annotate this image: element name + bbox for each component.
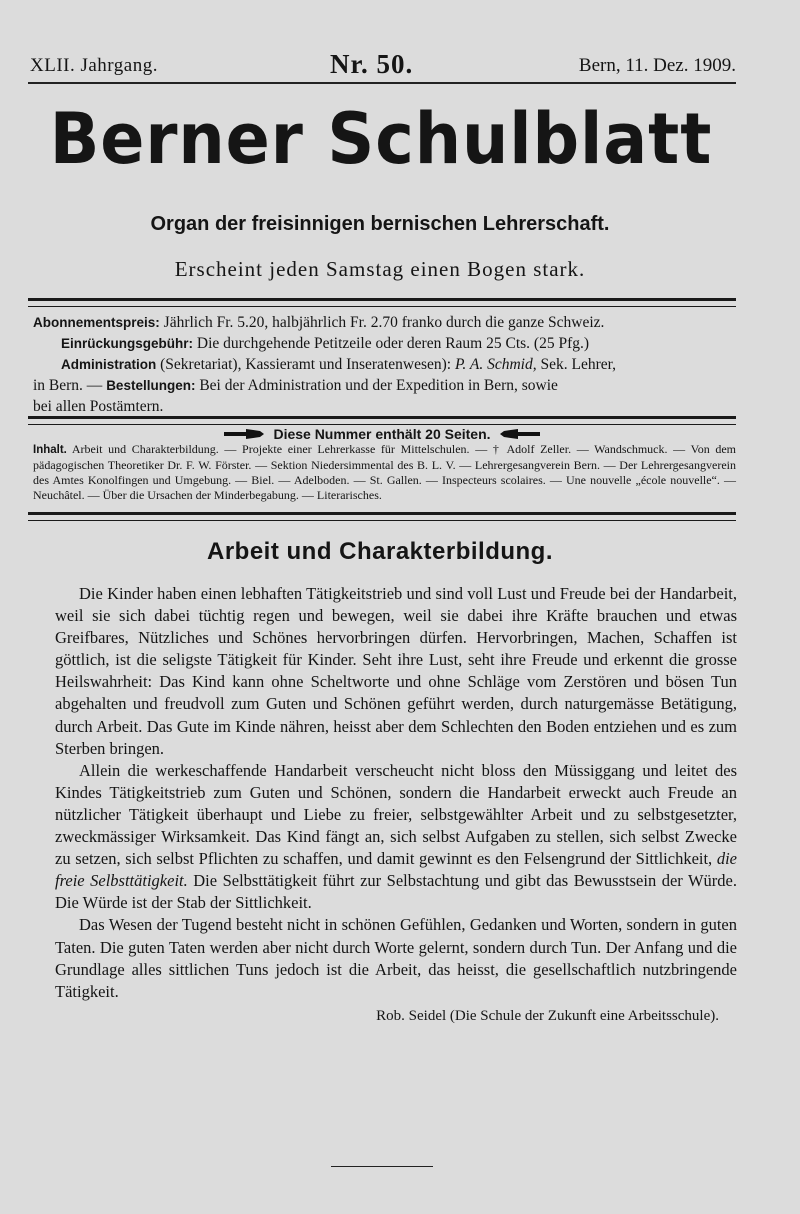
subscription-text: Jährlich Fr. 5.20, halbjährlich Fr. 2.70 franko durch die ganze Schweiz. [159,314,605,331]
orders-line [33,375,737,396]
header-rule [28,82,736,84]
subscription-line [33,312,737,333]
article-body [55,583,737,1027]
masthead-subtitle: Organ der freisinnigen bernischen Lehrerschaft. [150,213,610,235]
insertion-line [33,333,737,354]
administration-text-2: Sek. Lehrer, [536,356,617,373]
contents-text: Arbeit und Charakterbildung. — Projekte einer Lehrerkasse für Mittelschulen. — † Adolf Zeller. — Wandschmuck. — Von dem pädagogischen Theoretiker Dr. F. W. Förster. — Sektion Niedersimmental des B. L. V. — Lehrergesangverein Bern. — Der Lehrergesangverein des Amtes Konolfingen und Umgebung. — Biel. — Adelboden. — St. Gallen. — Inspecteurs scolaires. — Une nouvelle „école nouvelle“. — Neuchâtel. — Über die Ursachen der Minderbegabung. — Literarisches. [33,442,736,502]
pointing-hand-right-icon [224,427,264,443]
administrator-name: P. A. Schmid, [454,356,537,373]
article-paragraph-3: Das Wesen der Tugend besteht nicht in schönen Gefühlen, Gedanken und Worten, sondern in guten Taten. Die guten Taten werden aber nicht durch Worte gelernt, sondern durch Tun. Der Anfang und die Grundlage alles sittlichen Tuns jedoch ist die Arbeit, das heisst, die gesellschaftlich nutzbringende Tätigkeit. [55,915,737,1001]
masthead-title: Berner Schulblatt [49,98,713,180]
issue-header [30,49,736,81]
table-of-contents [33,442,736,503]
article-paragraph-1: Die Kinder haben einen lebhaften Tätigkeitstrieb und sind voll Lust und Freude bei der Handarbeit, weil sie sich dabei tüchtig regen und bewegen, weil sie dabei ihre Kräfte brauchen und etwas Greifbares, Nützliches und Schönes hervorbringen dürfen. Hervorbringen, Machen, Schaffen ist göttlich, ist die seligste Tätigkeit für Kinder. Seht ihre Lust, seht ihre Freude und erkennt die grosse Heilswahrheit: Das Kind kann ohne Scheltworte und ohne Schläge vom Zerstören und bösen Tun abgehalten und freudvoll zum Guten und Schönen geführt werden, durch naturgemässe Betätigung, durch Arbeit. Das Gute im Kinde nähren, heisst aber dem Schlechten den Boden entziehen und es zum Sterben bringen. [55,584,737,758]
administration-line [33,354,737,375]
info-double-rule [28,416,736,425]
end-rule [331,1166,433,1167]
issue-number: Nr. 50. [330,49,414,79]
volume-label: XLII. Jahrgang. [30,55,158,76]
subscription-label: Abonnementspreis: [33,315,160,330]
orders-line-2: bei allen Postämtern. [33,398,164,415]
subscription-info [33,312,737,417]
insertion-text: Die durchgehende Petitzeile oder deren Raum 25 Cts. (25 Pfg.) [193,335,590,352]
article-paragraph-2a: Allein die werkeschaffende Handarbeit verscheucht nicht bloss den Müssiggang und leitet des Kindes Tätigkeitstrieb zum Guten und Schönen, sondern die Handarbeit erweckt auch Freude an nützlicher Tätigkeit überhaupt und Liebe zu freier, selbstgewählter Arbeit und zu selbstgesetzter, zweckmässiger Wirksamkeit. Das Kind fängt an, sich selbst Aufgaben zu stellen, sich selbst Zwecke zu setzen, sich selbst Pflichten zu schaffen, und damit gewinnt es den Felsengrund der Sittlichkeit, [55,760,737,869]
administration-label: Administration [61,357,157,372]
contents-double-rule [28,512,736,521]
article-title: Arbeit und Charakterbildung. [206,538,553,565]
article-signature: Rob. Seidel (Die Schule der Zukunft eine Arbeitsschule). [376,1007,719,1024]
masthead-double-rule [28,298,736,307]
place-date: Bern, 11. Dez. 1909. [578,55,736,76]
insertion-label: Einrückungsgebühr: [61,336,194,351]
article-emphasis: die freie Selbsttätigkeit. [55,849,737,891]
article-paragraph-2 [55,760,737,915]
orders-text: Bei der Administration und der Expedition in Bern, sowie [195,377,558,394]
administration-text: (Sekretariat), Kassieramt und Inseratenwesen): [156,356,455,373]
article-paragraph-2b: Die Selbsttätigkeit führt zur Selbstachtung und gibt das Bewusstsein der Würde. Die Würde ist der Stab der Sittlichkeit. [55,871,737,913]
pointing-hand-left-icon [500,427,540,443]
masthead-tagline: Erscheint jeden Samstag einen Bogen stark. [174,257,586,281]
contents-label: Inhalt. [33,444,67,456]
orders-label: Bestellungen: [106,378,196,393]
page-count-text: Diese Nummer enthält 20 Seiten. [273,426,491,442]
orders-prefix: in Bern. — [33,377,107,394]
page-count-notice [28,426,736,443]
